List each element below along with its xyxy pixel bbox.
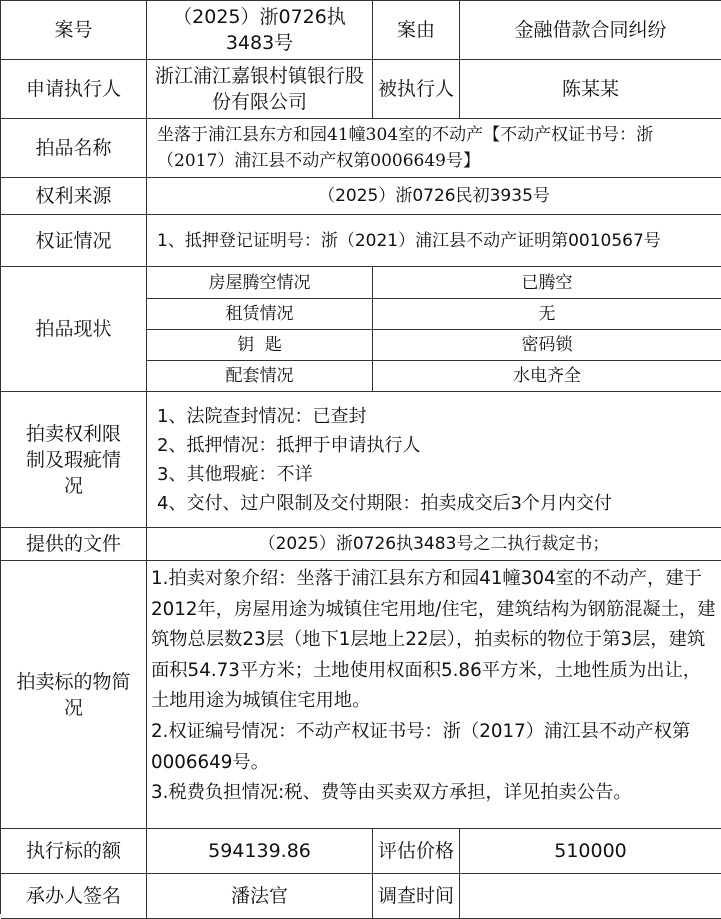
overview-text — [147, 561, 721, 829]
applicant-label: 申请执行人 — [1, 60, 147, 119]
case-number-label: 案号 — [1, 1, 147, 60]
status-row-value: 水电齐全 — [373, 361, 721, 392]
amount-label: 执行标的额 — [1, 829, 147, 874]
case-reason-value: 金融借款合同纠纷 — [460, 1, 721, 60]
case-number-value: （2025）浙0726执3483号 — [147, 1, 373, 60]
status-row-name: 钥 匙 — [147, 330, 373, 361]
overview-label: 拍卖标的物简况 — [1, 561, 147, 829]
case-reason-label: 案由 — [373, 1, 460, 60]
appraisal-value: 510000 — [460, 829, 721, 874]
applicant-value: 浙江浦江嘉银村镇银行股份有限公司 — [147, 60, 373, 119]
respondent-label: 被执行人 — [373, 60, 460, 119]
amount-value: 594139.86 — [147, 829, 373, 874]
documents-value: （2025）浙0726执3483号之二执行裁定书； — [147, 528, 721, 561]
overview-paragraph: 3.税费负担情况:税、费等由买卖双方承担，详见拍卖公告。 — [151, 782, 632, 804]
status-row-value: 密码锁 — [373, 330, 721, 361]
status-label: 拍品现状 — [1, 267, 147, 392]
status-row-name: 配套情况 — [147, 361, 373, 392]
status-row-value: 已腾空 — [373, 267, 721, 299]
item-name-label: 拍品名称 — [1, 119, 147, 178]
restrictions-label: 拍卖权利限制及瑕疵情况 — [1, 392, 147, 528]
restriction-item: 3、其他瑕疵：不详 — [157, 463, 313, 485]
respondent-value: 陈某某 — [460, 60, 721, 119]
appraisal-label: 评估价格 — [373, 829, 460, 874]
overview-paragraph: 2.权证编号情况：不动产权证书号：浙（2017）浦江县不动产权第0006649号。 — [151, 720, 691, 773]
rights-source-label: 权利来源 — [1, 178, 147, 215]
restrictions-list — [147, 392, 721, 528]
overview-paragraph: 1.拍卖对象介绍：坐落于浦江县东方和园41幢304室的不动产，建于2012年，房屋用途为城镇住宅用地/住宅，建筑结构为钢筋混凝土，建筑物总层数23层（地下1层地上22层），拍卖标的物位于第3层，建筑面积54.73平方米；土地使用权面积5.86平方米，土地性质为出让，土地用途为城镇住宅用地。 — [151, 568, 716, 712]
documents-label: 提供的文件 — [1, 528, 147, 561]
restriction-item: 4、交付、过户限制及交付期限：拍卖成交后3个月内交付 — [157, 492, 612, 514]
certificate-value: 1、抵押登记证明号：浙（2021）浦江县不动产证明第0010567号 — [147, 215, 721, 267]
survey-time-label: 调查时间 — [373, 874, 460, 919]
restriction-item: 2、抵押情况：抵押于申请执行人 — [157, 434, 421, 456]
survey-time-value — [460, 874, 721, 919]
restriction-item: 1、法院查封情况：已查封 — [157, 405, 367, 427]
item-name-value: 坐落于浦江县东方和园41幢304室的不动产【不动产权证书号：浙（2017）浦江县不动产权第0006649号】 — [147, 119, 721, 178]
status-row-name: 租赁情况 — [147, 299, 373, 330]
status-row-value: 无 — [373, 299, 721, 330]
certificate-label: 权证情况 — [1, 215, 147, 267]
officer-label: 承办人签名 — [1, 874, 147, 919]
status-row-name: 房屋腾空情况 — [147, 267, 373, 299]
officer-value: 潘法官 — [147, 874, 373, 919]
rights-source-value: （2025）浙0726民初3935号 — [147, 178, 721, 215]
